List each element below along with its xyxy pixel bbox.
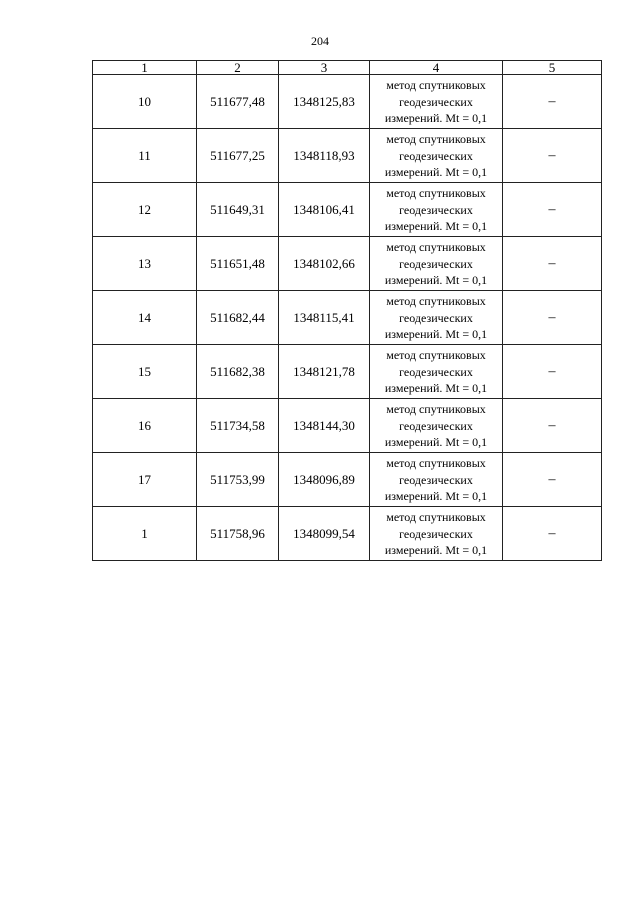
cell-y-coordinate: 1348096,89: [279, 453, 370, 507]
method-line: метод спутниковых: [386, 186, 486, 201]
method-line: геодезических: [399, 148, 473, 163]
page-number: 204: [311, 34, 329, 48]
table-row: [93, 345, 602, 399]
cell-point-number: 14: [93, 291, 197, 345]
cell-x-coordinate: 511734,58: [197, 399, 279, 453]
cell-description: –: [503, 507, 602, 561]
cell-description: –: [503, 75, 602, 129]
method-line: геодезических: [399, 202, 473, 217]
table-row: [93, 291, 602, 345]
column-header-3: 3: [279, 61, 370, 75]
cell-method: [370, 345, 503, 399]
coordinates-table: [92, 60, 602, 561]
method-line: измерений. Mt = 0,1: [384, 111, 488, 126]
table-row: [93, 237, 602, 291]
cell-y-coordinate: 1348144,30: [279, 399, 370, 453]
table-row: [93, 75, 602, 129]
table-header-row: [93, 61, 602, 75]
cell-x-coordinate: 511753,99: [197, 453, 279, 507]
cell-x-coordinate: 511677,48: [197, 75, 279, 129]
cell-point-number: 15: [93, 345, 197, 399]
cell-point-number: 16: [93, 399, 197, 453]
cell-method: [370, 399, 503, 453]
table-row: [93, 507, 602, 561]
table-row: [93, 129, 602, 183]
cell-point-number: 12: [93, 183, 197, 237]
cell-x-coordinate: 511649,31: [197, 183, 279, 237]
method-line: измерений. Mt = 0,1: [384, 165, 488, 180]
method-line: геодезических: [399, 310, 473, 325]
cell-point-number: 1: [93, 507, 197, 561]
method-line: измерений. Mt = 0,1: [384, 219, 488, 234]
cell-x-coordinate: 511682,38: [197, 345, 279, 399]
method-line: метод спутниковых: [386, 510, 486, 525]
method-line: метод спутниковых: [386, 240, 486, 255]
cell-description: –: [503, 291, 602, 345]
cell-x-coordinate: 511758,96: [197, 507, 279, 561]
method-line: геодезических: [399, 94, 473, 109]
cell-y-coordinate: 1348106,41: [279, 183, 370, 237]
method-line: измерений. Mt = 0,1: [384, 543, 488, 558]
cell-description: –: [503, 129, 602, 183]
cell-y-coordinate: 1348102,66: [279, 237, 370, 291]
cell-x-coordinate: 511682,44: [197, 291, 279, 345]
cell-y-coordinate: 1348099,54: [279, 507, 370, 561]
cell-description: –: [503, 237, 602, 291]
method-line: измерений. Mt = 0,1: [384, 489, 488, 504]
cell-y-coordinate: 1348115,41: [279, 291, 370, 345]
method-line: геодезических: [399, 256, 473, 271]
method-line: метод спутниковых: [386, 132, 486, 147]
method-line: геодезических: [399, 526, 473, 541]
cell-description: –: [503, 399, 602, 453]
cell-point-number: 11: [93, 129, 197, 183]
cell-method: [370, 75, 503, 129]
method-line: метод спутниковых: [386, 78, 486, 93]
method-line: измерений. Mt = 0,1: [384, 381, 488, 396]
cell-method: [370, 507, 503, 561]
method-line: геодезических: [399, 418, 473, 433]
cell-description: –: [503, 345, 602, 399]
method-line: геодезических: [399, 364, 473, 379]
method-line: метод спутниковых: [386, 348, 486, 363]
cell-point-number: 13: [93, 237, 197, 291]
table-row: [93, 399, 602, 453]
cell-method: [370, 129, 503, 183]
cell-description: –: [503, 183, 602, 237]
cell-method: [370, 291, 503, 345]
cell-method: [370, 453, 503, 507]
cell-point-number: 17: [93, 453, 197, 507]
cell-y-coordinate: 1348118,93: [279, 129, 370, 183]
table-row: [93, 453, 602, 507]
table-body: [93, 75, 602, 561]
method-line: измерений. Mt = 0,1: [384, 435, 488, 450]
method-line: измерений. Mt = 0,1: [384, 273, 488, 288]
cell-description: –: [503, 453, 602, 507]
column-header-4: 4: [370, 61, 503, 75]
cell-method: [370, 183, 503, 237]
method-line: метод спутниковых: [386, 456, 486, 471]
cell-y-coordinate: 1348121,78: [279, 345, 370, 399]
column-header-2: 2: [197, 61, 279, 75]
cell-x-coordinate: 511677,25: [197, 129, 279, 183]
cell-x-coordinate: 511651,48: [197, 237, 279, 291]
method-line: метод спутниковых: [386, 402, 486, 417]
cell-y-coordinate: 1348125,83: [279, 75, 370, 129]
cell-point-number: 10: [93, 75, 197, 129]
method-line: геодезических: [399, 472, 473, 487]
method-line: метод спутниковых: [386, 294, 486, 309]
column-header-1: 1: [93, 61, 197, 75]
method-line: измерений. Mt = 0,1: [384, 327, 488, 342]
table-row: [93, 183, 602, 237]
cell-method: [370, 237, 503, 291]
column-header-5: 5: [503, 61, 602, 75]
